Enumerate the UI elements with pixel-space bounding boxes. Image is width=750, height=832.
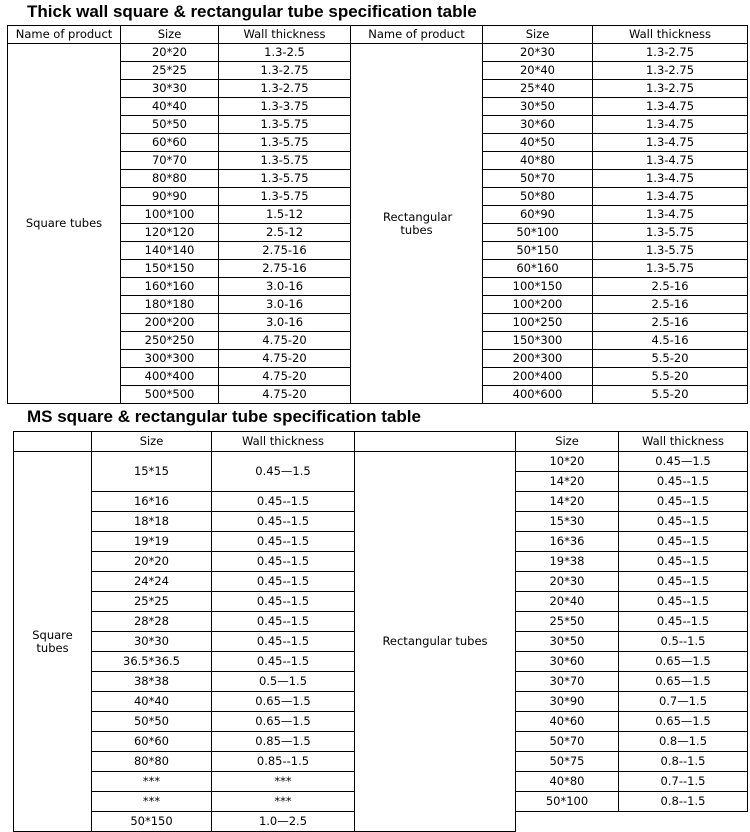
square-wall-cell: 0.45--1.5 [212,592,355,612]
product-name-rectangular-tubes: Rectangular tubes [355,452,516,832]
square-size-cell: 180*180 [121,296,219,314]
square-size-cell: 250*250 [121,332,219,350]
rect-size-cell: 20*30 [516,572,619,592]
square-wall-cell: 0.45--1.5 [212,492,355,512]
ms-spec-table [13,431,748,832]
rect-size-cell: 19*38 [516,552,619,572]
rect-size-cell: 60*90 [483,206,593,224]
rect-size-cell: 40*80 [483,152,593,170]
header-wall-thickness: Wall thickness [219,26,351,44]
square-size-cell: 40*40 [92,692,212,712]
square-size-cell: 300*300 [121,350,219,368]
rect-size-cell: 40*60 [516,712,619,732]
square-wall-cell: 0.45--1.5 [212,512,355,532]
table-row [8,44,748,62]
rect-wall-cell: 1.3-5.75 [593,224,748,242]
header-size: Size [483,26,593,44]
rect-wall-cell: 2.5-16 [593,278,748,296]
rect-wall-cell: 1.3-4.75 [593,188,748,206]
rect-wall-cell: 1.3-4.75 [593,206,748,224]
rect-wall-cell: 0.45--1.5 [619,532,748,552]
rect-size-cell: 50*80 [483,188,593,206]
rect-wall-cell: 0.45--1.5 [619,612,748,632]
square-size-cell: 90*90 [121,188,219,206]
square-wall-cell: 0.45--1.5 [212,612,355,632]
square-size-cell: 15*15 [92,452,212,492]
header-wall-thickness: Wall thickness [593,26,748,44]
rect-wall-cell: 0.5--1.5 [619,632,748,652]
thick-wall-spec-table [7,25,748,404]
square-wall-cell: *** [212,792,355,812]
rect-wall-cell: 0.65—1.5 [619,652,748,672]
rect-wall-cell: 1.3-4.75 [593,98,748,116]
rect-size-cell: 100*200 [483,296,593,314]
rect-wall-cell: 5.5-20 [593,350,748,368]
square-wall-cell: 4.75-20 [219,332,351,350]
rect-wall-cell: 1.3-2.75 [593,80,748,98]
square-wall-cell: 0.65—1.5 [212,712,355,732]
square-wall-cell: 1.3-5.75 [219,116,351,134]
square-size-cell: 16*16 [92,492,212,512]
square-size-cell: 200*200 [121,314,219,332]
square-wall-cell: 0.65—1.5 [212,692,355,712]
square-wall-cell: 1.3-5.75 [219,188,351,206]
rect-wall-cell: 4.5-16 [593,332,748,350]
square-wall-cell: 2.75-16 [219,242,351,260]
square-size-cell: 28*28 [92,612,212,632]
table-header-row [8,26,748,44]
header-size: Size [516,432,619,452]
header-wall-thickness: Wall thickness [619,432,748,452]
square-wall-cell: 3.0-16 [219,278,351,296]
square-wall-cell: 0.85--1.5 [212,752,355,772]
rect-wall-cell: 0.45--1.5 [619,492,748,512]
header-name-of-product: Name of product [351,26,483,44]
square-wall-cell: 1.5-12 [219,206,351,224]
rect-size-cell: 14*20 [516,492,619,512]
square-size-cell: 18*18 [92,512,212,532]
square-size-cell: 120*120 [121,224,219,242]
rect-wall-cell: 0.7—1.5 [619,692,748,712]
square-size-cell: 25*25 [121,62,219,80]
square-size-cell: 160*160 [121,278,219,296]
rect-size-cell: 50*100 [483,224,593,242]
square-size-cell: 19*19 [92,532,212,552]
square-wall-cell: 0.5—1.5 [212,672,355,692]
rect-wall-cell: 0.45--1.5 [619,592,748,612]
rect-size-cell: 30*60 [483,116,593,134]
square-size-cell: 20*20 [92,552,212,572]
rect-wall-cell: 0.8—1.5 [619,732,748,752]
table-row [14,452,748,472]
square-size-cell: 38*38 [92,672,212,692]
square-size-cell: 30*30 [92,632,212,652]
rect-wall-cell: 5.5-20 [593,368,748,386]
square-wall-cell: 0.45--1.5 [212,532,355,552]
square-size-cell: 80*80 [121,170,219,188]
rect-wall-cell: 1.3-2.75 [593,44,748,62]
rect-size-cell: 20*30 [483,44,593,62]
rect-size-cell: 15*30 [516,512,619,532]
rect-size-cell: 100*250 [483,314,593,332]
rect-size-cell: 16*36 [516,532,619,552]
square-wall-cell: 4.75-20 [219,386,351,404]
ms-table-title: MS square & rectangular tube specification table [27,407,421,426]
rect-wall-cell: 0.7--1.5 [619,772,748,792]
thick-wall-table-title: Thick wall square & rectangular tube specification table [27,2,477,21]
square-wall-cell: 4.75-20 [219,350,351,368]
header-empty [355,432,516,452]
square-size-cell: 50*50 [92,712,212,732]
square-wall-cell: 3.0-16 [219,314,351,332]
square-size-cell: 20*20 [121,44,219,62]
rect-wall-cell: 0.8--1.5 [619,792,748,812]
rect-size-cell: 20*40 [516,592,619,612]
square-wall-cell: *** [212,772,355,792]
square-wall-cell: 1.3-5.75 [219,170,351,188]
header-empty [14,432,92,452]
square-size-cell: 60*60 [121,134,219,152]
header-size: Size [92,432,212,452]
square-wall-cell: 1.3-3.75 [219,98,351,116]
header-name-of-product: Name of product [8,26,121,44]
rect-wall-cell: 1.3-2.75 [593,62,748,80]
rect-size-cell: 150*300 [483,332,593,350]
square-size-cell: *** [92,772,212,792]
rect-size-cell: 50*70 [516,732,619,752]
rect-wall-cell: 0.45--1.5 [619,472,748,492]
rect-size-cell: 50*100 [516,792,619,812]
square-size-cell: 150*150 [121,260,219,278]
square-wall-cell: 0.85—1.5 [212,732,355,752]
rect-wall-cell: 0.65—1.5 [619,672,748,692]
square-size-cell: 36.5*36.5 [92,652,212,672]
square-size-cell: 500*500 [121,386,219,404]
square-wall-cell: 4.75-20 [219,368,351,386]
rect-size-cell: 30*90 [516,692,619,712]
square-wall-cell: 1.3-2.75 [219,80,351,98]
rect-size-cell: 50*75 [516,752,619,772]
rect-wall-cell: 0.45--1.5 [619,512,748,532]
header-wall-thickness: Wall thickness [212,432,355,452]
rect-size-cell: 40*80 [516,772,619,792]
product-name-square-tubes: Square tubes [8,44,121,404]
square-wall-cell: 1.3-2.75 [219,62,351,80]
rect-size-cell: 30*50 [516,632,619,652]
rect-size-cell: 10*20 [516,452,619,472]
rect-wall-cell: 1.3-4.75 [593,152,748,170]
rect-size-cell: 400*600 [483,386,593,404]
rect-size-cell: 60*160 [483,260,593,278]
rect-size-cell: 30*70 [516,672,619,692]
rect-wall-cell: 1.3-4.75 [593,134,748,152]
square-wall-cell: 1.3-2.5 [219,44,351,62]
square-wall-cell: 0.45--1.5 [212,632,355,652]
rect-wall-cell: 1.3-5.75 [593,242,748,260]
rect-size-cell: 30*50 [483,98,593,116]
square-size-cell: 60*60 [92,732,212,752]
square-size-cell: 70*70 [121,152,219,170]
product-name-square-tubes: Square tubes [14,452,92,832]
table-header-row [14,432,748,452]
rect-size-cell: 200*300 [483,350,593,368]
square-wall-cell: 0.45--1.5 [212,652,355,672]
square-wall-cell: 3.0-16 [219,296,351,314]
rect-wall-cell: 1.3-5.75 [593,260,748,278]
rect-wall-cell: 2.5-16 [593,314,748,332]
square-size-cell: 30*30 [121,80,219,98]
square-size-cell: 100*100 [121,206,219,224]
rect-wall-cell: 1.3-4.75 [593,116,748,134]
rect-wall-cell: 0.65—1.5 [619,712,748,732]
rect-size-cell: 20*40 [483,62,593,80]
square-size-cell: 50*50 [121,116,219,134]
square-wall-cell: 0.45--1.5 [212,552,355,572]
square-size-cell: 140*140 [121,242,219,260]
square-wall-cell: 1.3-5.75 [219,152,351,170]
rect-size-cell: 25*50 [516,612,619,632]
square-wall-cell: 0.45--1.5 [212,572,355,592]
square-size-cell: 400*400 [121,368,219,386]
rect-wall-cell: 1.0—2.5 [212,812,355,832]
square-size-cell: 24*24 [92,572,212,592]
rect-wall-cell: 0.45--1.5 [619,552,748,572]
square-size-cell: *** [92,792,212,812]
square-wall-cell: 2.5-12 [219,224,351,242]
square-wall-cell: 0.45—1.5 [212,452,355,492]
square-size-cell: 40*40 [121,98,219,116]
product-name-rectangular-tubes: Rectangular tubes [351,44,483,404]
rect-wall-cell: 2.5-16 [593,296,748,314]
rect-size-cell: 40*50 [483,134,593,152]
rect-size-cell: 50*150 [483,242,593,260]
rect-size-cell: 100*150 [483,278,593,296]
rect-size-cell: 14*20 [516,472,619,492]
rect-wall-cell: 1.3-4.75 [593,170,748,188]
rect-wall-cell: 0.45—1.5 [619,452,748,472]
header-size: Size [121,26,219,44]
rect-size-cell: 25*40 [483,80,593,98]
square-wall-cell: 1.3-5.75 [219,134,351,152]
square-size-cell: 25*25 [92,592,212,612]
rect-wall-cell: 5.5-20 [593,386,748,404]
rect-wall-cell: 0.45--1.5 [619,572,748,592]
rect-size-cell: 50*70 [483,170,593,188]
rect-size-cell: 30*60 [516,652,619,672]
square-size-cell: 80*80 [92,752,212,772]
rect-wall-cell: 0.8--1.5 [619,752,748,772]
square-wall-cell: 2.75-16 [219,260,351,278]
rect-size-cell: 200*400 [483,368,593,386]
rect-size-cell: 50*150 [92,812,212,832]
